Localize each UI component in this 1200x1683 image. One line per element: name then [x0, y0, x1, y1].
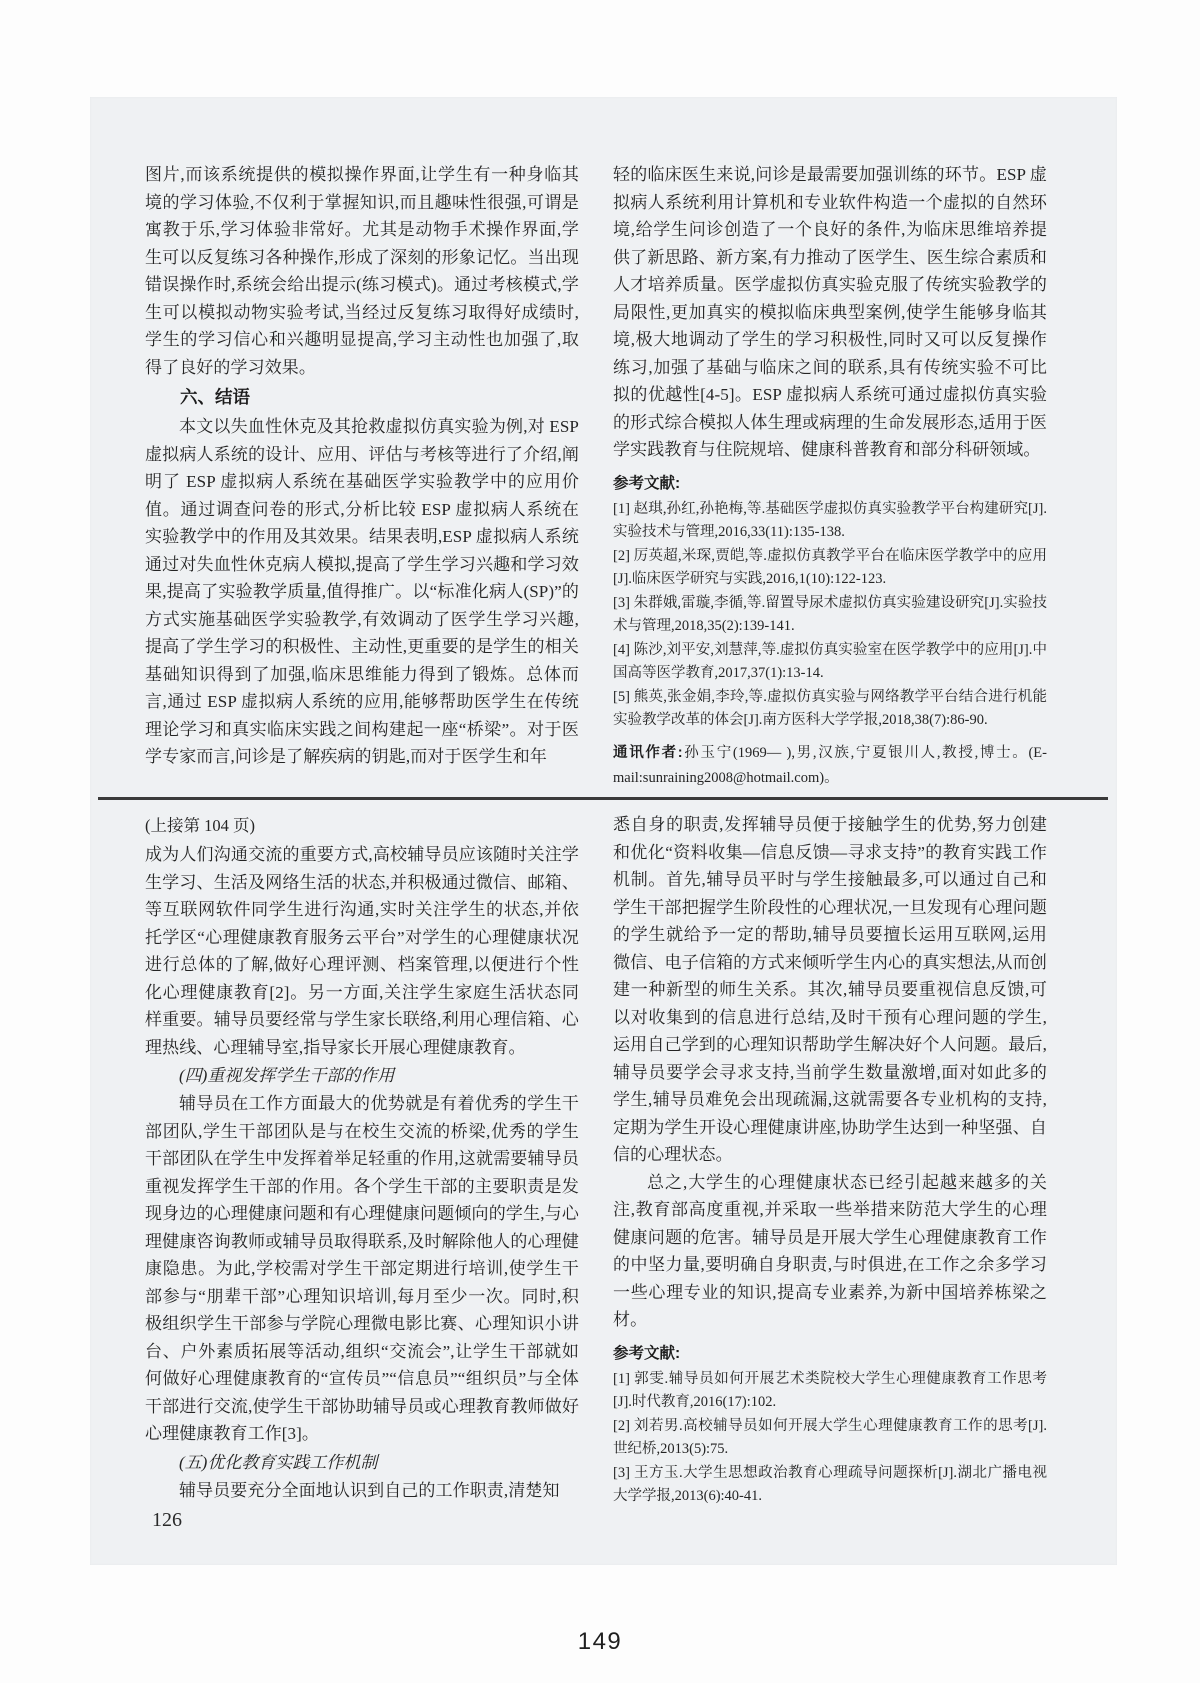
article-2-right-column — [613, 811, 1047, 1523]
paragraph-conclusion: 本文以失血性休克及其抢救虚拟仿真实验为例,对 ESP 虚拟病人系统的设计、应用、评估与考核等进行了介绍,阐明了 ESP 虚拟病人系统在基础医学实验教学中的应用价值。通过调查问卷的形式,分析比较 ESP 虚拟病人系统在实验教学中的作用及其效果。结果表明,ESP 虚拟病人系统通过对失血性休克病人模拟,提高了学生学习兴趣和学习效果,提高了实验教学质量,值得推广。以“标准化病人(SP)”的方式实施基础医学实验教学,有效调动了医学生学习兴趣,提高了学生学习的积极性、主动性,更重要的是学生的相关基础知识得到了加强,临床思维能力得到了锻炼。总体而言,通过 ESP 虚拟病人系统的应用,能够帮助医学生在传统理论学习和真实临床实践之间构建起一座“桥梁”。对于医学专家而言,问诊是了解疾病的钥匙,而对于医学生和年 — [145, 417, 579, 766]
footer-page-number: 149 — [577, 1628, 623, 1655]
paragraph-communication: 成为人们沟通交流的重要方式,高校辅导员应该随时关注学生学习、生活及网络生活的状态,并积极通过微信、邮箱、等互联网软件同学生进行沟通,实时关注学生的状态,并依托学区“心理健康教育服务云平台”对学生的心理健康状况进行总体的了解,做好心理评测、档案管理,以便进行个性化心理健康教育[2]。另一方面,关注学生家庭生活状态同样重要。辅导员要经常与学生家长联络,利用心理信箱、心理热线、心理辅导室,指导家长开展心理健康教育。 — [145, 845, 579, 1057]
inline-page-number: 126 — [152, 1509, 182, 1531]
reference-item: [1] 赵琪,孙红,孙艳梅,等.基础医学虚拟仿真实验教学平台构建研究[J].实验技术与管理,2016,33(11):135-138. — [613, 500, 1047, 540]
paragraph-work-mechanism: 辅导员要充分全面地认识到自己的工作职责,清楚知 — [179, 1480, 560, 1500]
corresponding-author-label: 通讯作者: — [613, 744, 683, 761]
paragraph-conclusion-continued: 轻的临床医生来说,问诊是最需要加强训练的环节。ESP 虚拟病人系统利用计算机和专业软件构造一个虚拟的自然环境,给学生问诊创造了一个良好的条件,为临床思维培养提供了新思路、新方案,有力推动了医学生、医生综合素质和人才培养质量。医学虚拟仿真实验克服了传统实验教学的局限性,更加真实的模拟临床典型案例,使学生能够身临其境,极大地调动了学生的学习积极性,同时又可以反复操作练习,加强了基础与临床之间的联系,具有传统实验不可比拟的优越性[4-5]。ESP 虚拟病人系统可通过虚拟仿真实验的形式综合模拟人体生理或病理的生命发展形态,适用于医学实践教育与住院规培、健康科普教育和部分科研领域。 — [613, 165, 1047, 459]
reference-item: [2] 刘若男.高校辅导员如何开展大学生心理健康教育工作的思考[J].世纪桥,2013(5):75. — [613, 1417, 1047, 1457]
article-1-left-column — [145, 161, 579, 806]
references-heading: 参考文献: — [613, 474, 681, 492]
reference-item: [5] 熊英,张金娟,李玲,等.虚拟仿真实验与网络教学平台结合进行机能实验教学改革的体会[J].南方医科大学学报,2018,38(7):86-90. — [613, 688, 1047, 728]
paragraph-work-mechanism-continued: 悉自身的职责,发挥辅导员便于接触学生的优势,努力创建和优化“资料收集—信息反馈—寻求支持”的教育实践工作机制。首先,辅导员平时与学生接触最多,可以通过自己和学生干部把握学生阶段性的心理状况,一旦发现有心理问题的学生就给予一定的帮助,辅导员要擅长运用互联网,运用微信、电子信箱的方式来倾听学生内心的真实想法,从而创建一种新型的师生关系。其次,辅导员要重视信息反馈,可以对收集到的信息进行总结,及时干预有心理问题的学生,运用自己学到的心理知识帮助学生解决好个人问题。最后,辅导员要学会寻求支持,当前学生数量激增,面对如此多的学生,辅导员难免会出现疏漏,这就需要各专业机构的支持,定期为学生开设心理健康讲座,协助学生达到一种坚强、自信的心理状态。 — [613, 815, 1047, 1164]
continuation-note: (上接第 104 页) — [145, 816, 255, 835]
paragraph-learning-experience: 图片,而该系统提供的模拟操作界面,让学生有一种身临其境的学习体验,不仅利于掌握知识,而且趣味性很强,可谓是寓教于乐,学习体验非常好。尤其是动物手术操作界面,学生可以反复练习各种操作,形成了深刻的形象记忆。当出现错误操作时,系统会给出提示(练习模式)。通过考核模式,学生可以模拟动物实验考试,当经过反复练习取得好成绩时,学生的学习信心和兴趣明显提高,学习主动性也加强了,取得了良好的学习效果。 — [145, 165, 579, 377]
section-heading-conclusion: 六、结语 — [180, 387, 250, 407]
reference-item: [1] 郭雯.辅导员如何开展艺术类院校大学生心理健康教育工作思考[J].时代教育,2016(17):102. — [613, 1370, 1047, 1410]
subsection-heading-4: (四)重视发挥学生干部的作用 — [179, 1066, 395, 1085]
reference-item: [3] 王方玉.大学生思想政治教育心理疏导问题探析[J].湖北广播电视大学学报,2013(6):40-41. — [613, 1464, 1047, 1504]
paragraph-summary: 总之,大学生的心理健康状态已经引起越来越多的关注,教育部高度重视,并采取一些举措来防范大学生的心理健康问题的危害。辅导员是开展大学生心理健康教育工作的中坚力量,要明确自身职责,与时俱进,在工作之余多学习一些心理专业的知识,提高专业素养,为新中国培养栋梁之材。 — [613, 1172, 1047, 1329]
scanned-page — [90, 97, 1117, 1565]
corresponding-author-text: 孙玉宁(1969— ),男,汉族,宁夏银川人,教授,博士。(E-mail:sunraining2008@hotmail.com)。 — [613, 744, 1047, 786]
article-2-left-column — [145, 811, 579, 1523]
subsection-heading-5: (五)优化教育实践工作机制 — [179, 1452, 378, 1472]
paragraph-student-cadres: 辅导员在工作方面最大的优势就是有着优秀的学生干部团队,学生干部团队是与在校生交流的桥梁,优秀的学生干部团队在学生中发挥着举足轻重的作用,这就需要辅导员重视发挥学生干部的作用。各个学生干部的主要职责是发现身边的心理健康问题和有心理健康问题倾向的学生,与心理健康咨询教师或辅导员取得联系,及时解除他人的心理健康隐患。为此,学校需对学生干部定期进行培训,使学生干部参与“朋辈干部”心理知识培训,每月至少一次。同时,积极组织学生干部参与学院心理微电影比赛、心理知识小讲台、户外素质拓展等活动,组织“交流会”,让学生干部就如何做好心理健康教育的“宣传员”“信息员”“组织员”与全体干部进行交流,使学生干部协助辅导员或心理教育教师做好心理健康教育工作[3]。 — [145, 1094, 579, 1443]
article-esp-virtual-patient — [145, 161, 1047, 806]
reference-item: [4] 陈沙,刘平安,刘慧萍,等.虚拟仿真实验室在医学教学中的应用[J].中国高等医学教育,2017,37(1):13-14. — [613, 641, 1047, 681]
article-divider — [98, 797, 1108, 800]
article-1-right-column — [613, 161, 1047, 806]
references-heading: 参考文献: — [613, 1344, 681, 1362]
article-counselor-mental-health — [145, 811, 1047, 1523]
reference-item: [2] 厉英超,米琛,贾皑,等.虚拟仿真教学平台在临床医学教学中的应用[J].临床医学研究与实践,2016,1(10):122-123. — [613, 547, 1047, 587]
reference-item: [3] 朱群娥,雷璇,李循,等.留置导尿术虚拟仿真实验建设研究[J].实验技术与管理,2018,35(2):139-141. — [613, 594, 1047, 634]
corresponding-author — [613, 741, 1047, 791]
